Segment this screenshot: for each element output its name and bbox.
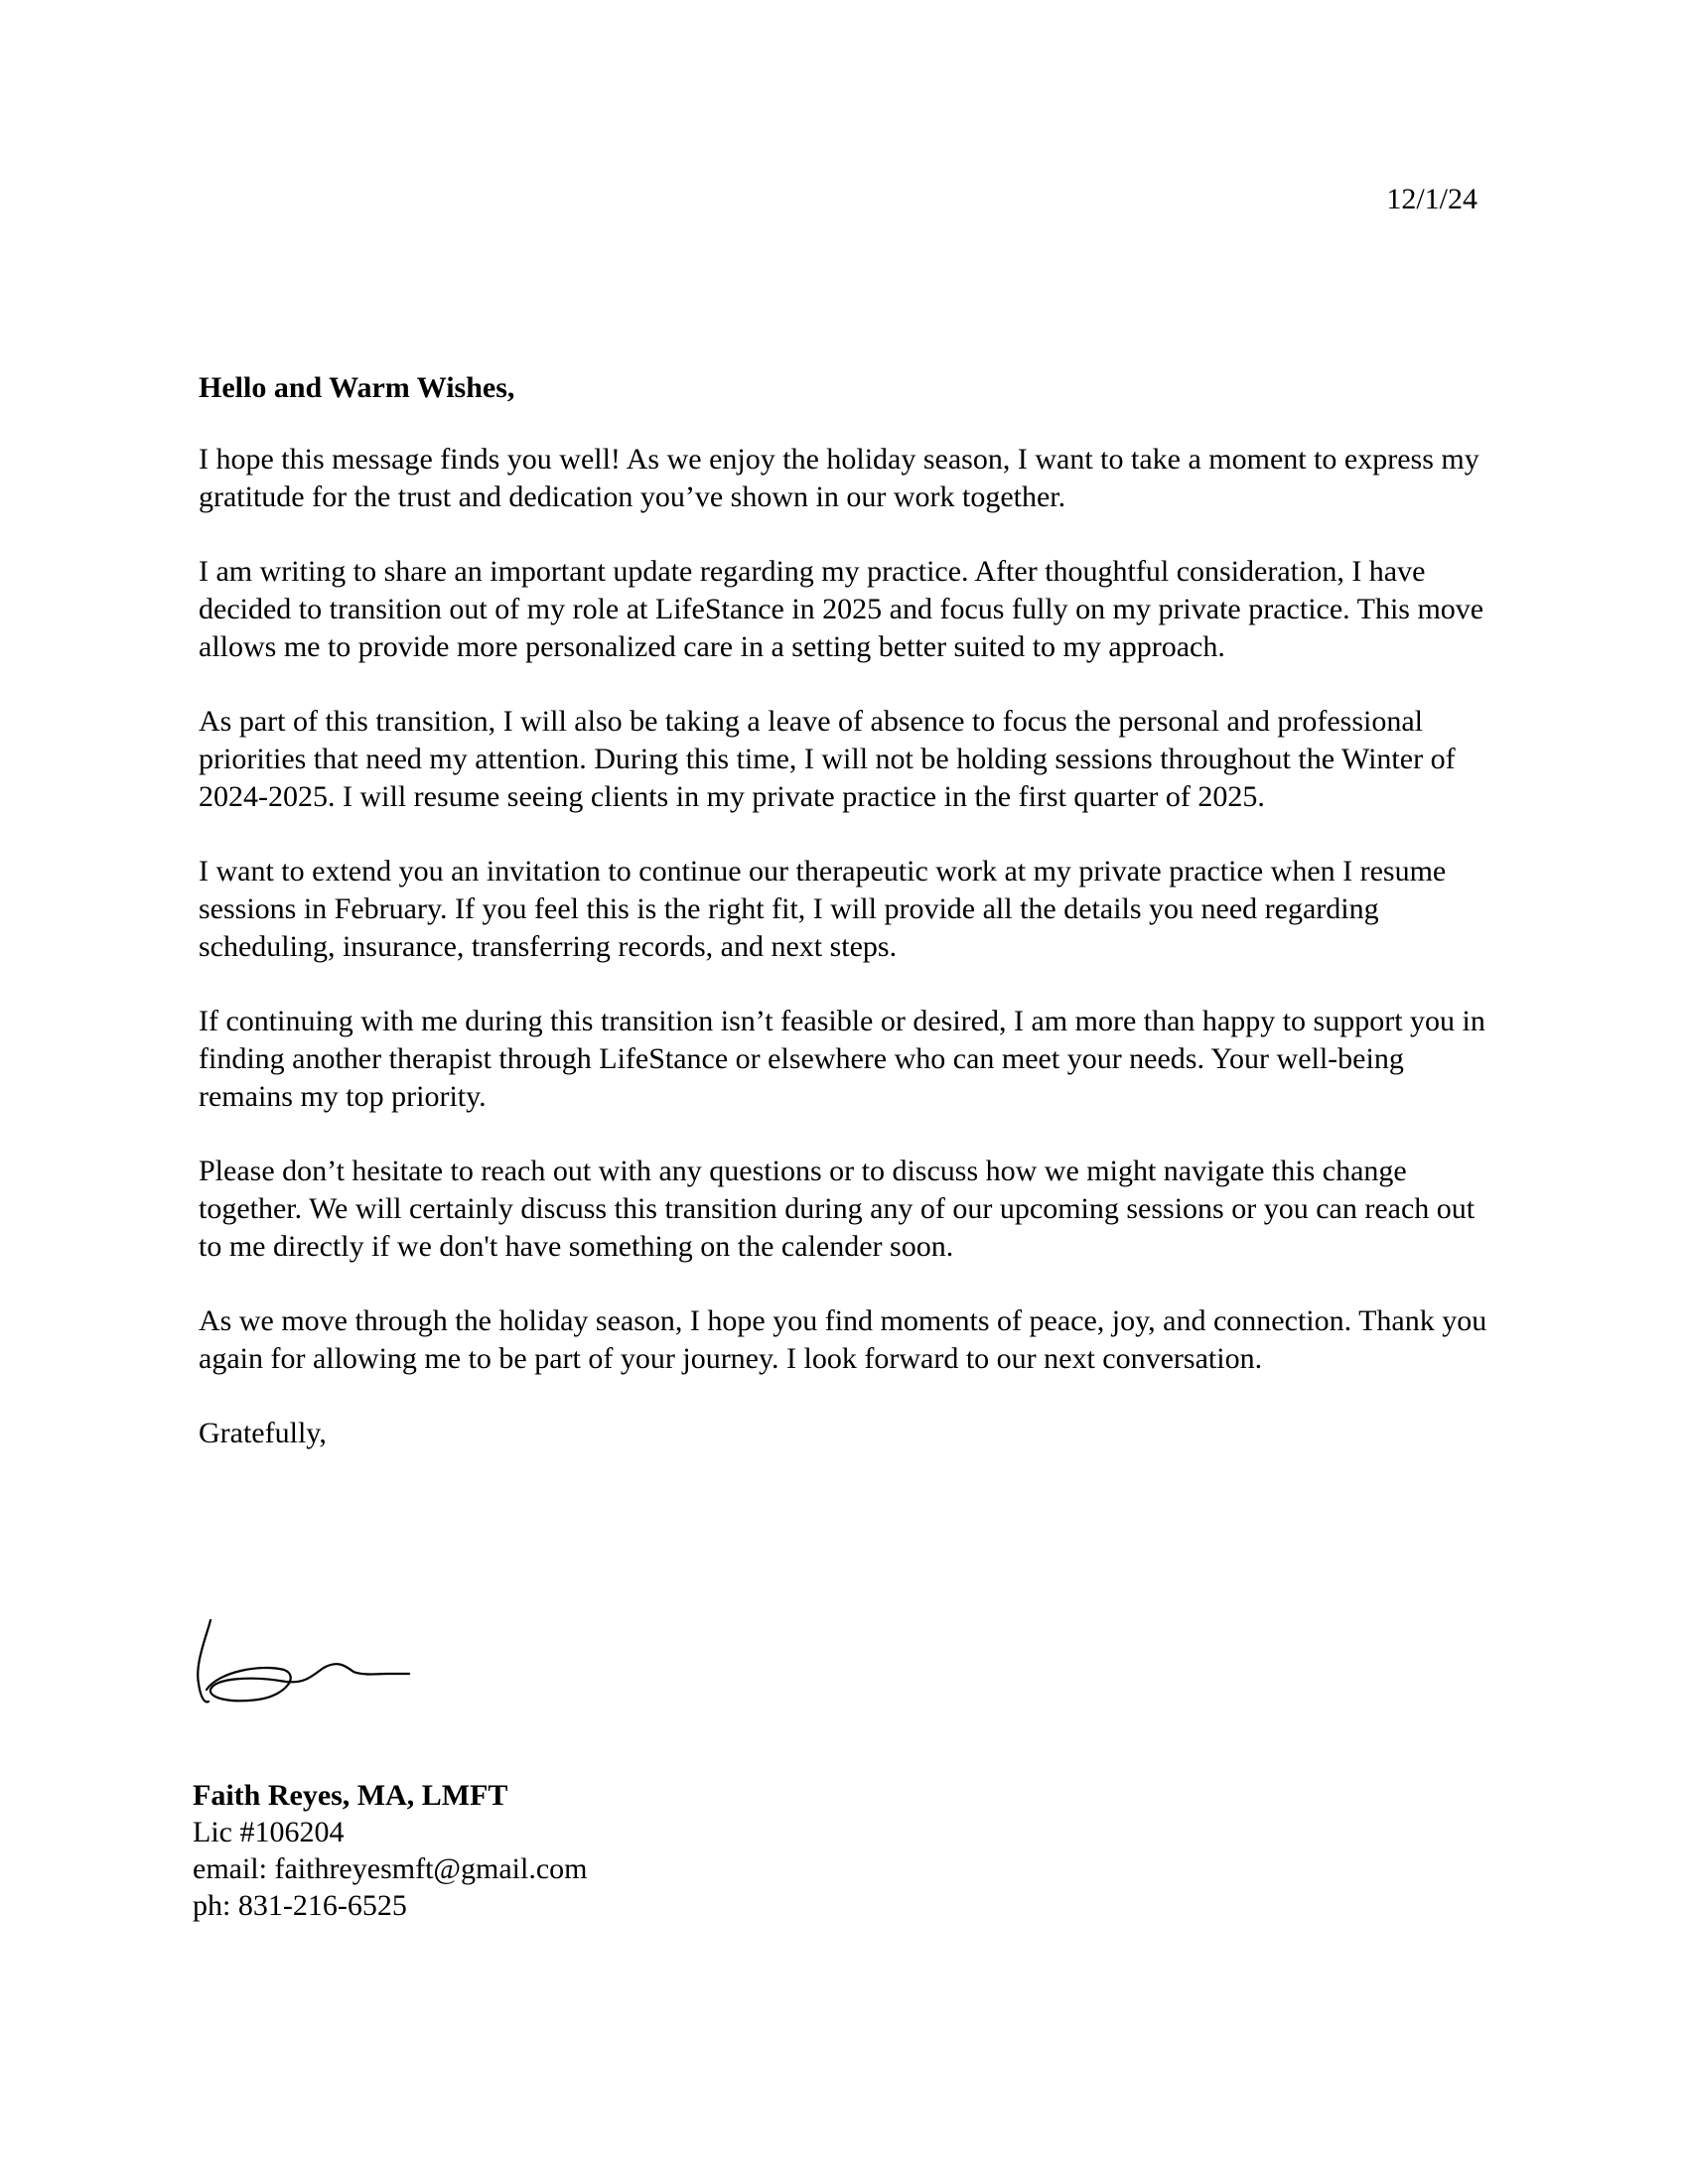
signature-drawing bbox=[189, 1606, 427, 1715]
letter-body bbox=[199, 369, 1489, 1452]
signature-block bbox=[193, 1777, 588, 1924]
letter-closing: Gratefully, bbox=[199, 1417, 327, 1449]
phone-number: ph: 831-216-6525 bbox=[193, 1889, 407, 1922]
paragraph-alternatives: If continuing with me during this transition isn’t feasible or desired, I am more than happy to support you in finding another therapist through LifeStance or elsewhere who can meet your needs. Your well-being remains my top priority. bbox=[199, 1005, 1485, 1113]
paragraph-practice-update: I am writing to share an important update regarding my practice. After thoughtful consideration, I have decided to transition out of my role at LifeStance in 2025 and focus fully on my private practice. This move allows me to provide more personalized care in a setting better suited to my approach. bbox=[199, 555, 1484, 663]
signer-name: Faith Reyes, MA, LMFT bbox=[193, 1779, 508, 1812]
handwritten-signature bbox=[189, 1606, 427, 1715]
email-address: email: faithreyesmft@gmail.com bbox=[193, 1852, 588, 1885]
paragraph-invitation: I want to extend you an invitation to continue our therapeutic work at my private practice when I resume sessions in February. If you feel this is the right fit, I will provide all the details you need regarding scheduling, insurance, transferring records, and next steps. bbox=[199, 855, 1447, 963]
paragraph-holiday-wishes: As we move through the holiday season, I hope you find moments of peace, joy, and connection. Thank you again for allowing me to be part of your journey. I look forward to our next conversation. bbox=[199, 1304, 1487, 1375]
license-number: Lic #106204 bbox=[193, 1816, 345, 1848]
paragraph-gratitude: I hope this message finds you well! As we enjoy the holiday season, I want to take a moment to express my gratitude for the trust and dedication you’ve shown in our work together. bbox=[199, 443, 1479, 513]
letter-date: 12/1/24 bbox=[1386, 183, 1477, 215]
paragraph-questions: Please don’t hesitate to reach out with any questions or to discuss how we might navigate this change together. We will certainly discuss this transition during any of our upcoming sessions or you can reach out to me directly if we don't have something on the calender soon. bbox=[199, 1155, 1476, 1263]
letter-greeting: Hello and Warm Wishes, bbox=[199, 371, 515, 404]
paragraph-leave-of-absence: As part of this transition, I will also be taking a leave of absence to focus the personal and professional priorities that need my attention. During this time, I will not be holding sessions throughout the Winter of 2024-2025. I will resume seeing clients in my private practice in the first quarter of 2025. bbox=[199, 705, 1456, 813]
